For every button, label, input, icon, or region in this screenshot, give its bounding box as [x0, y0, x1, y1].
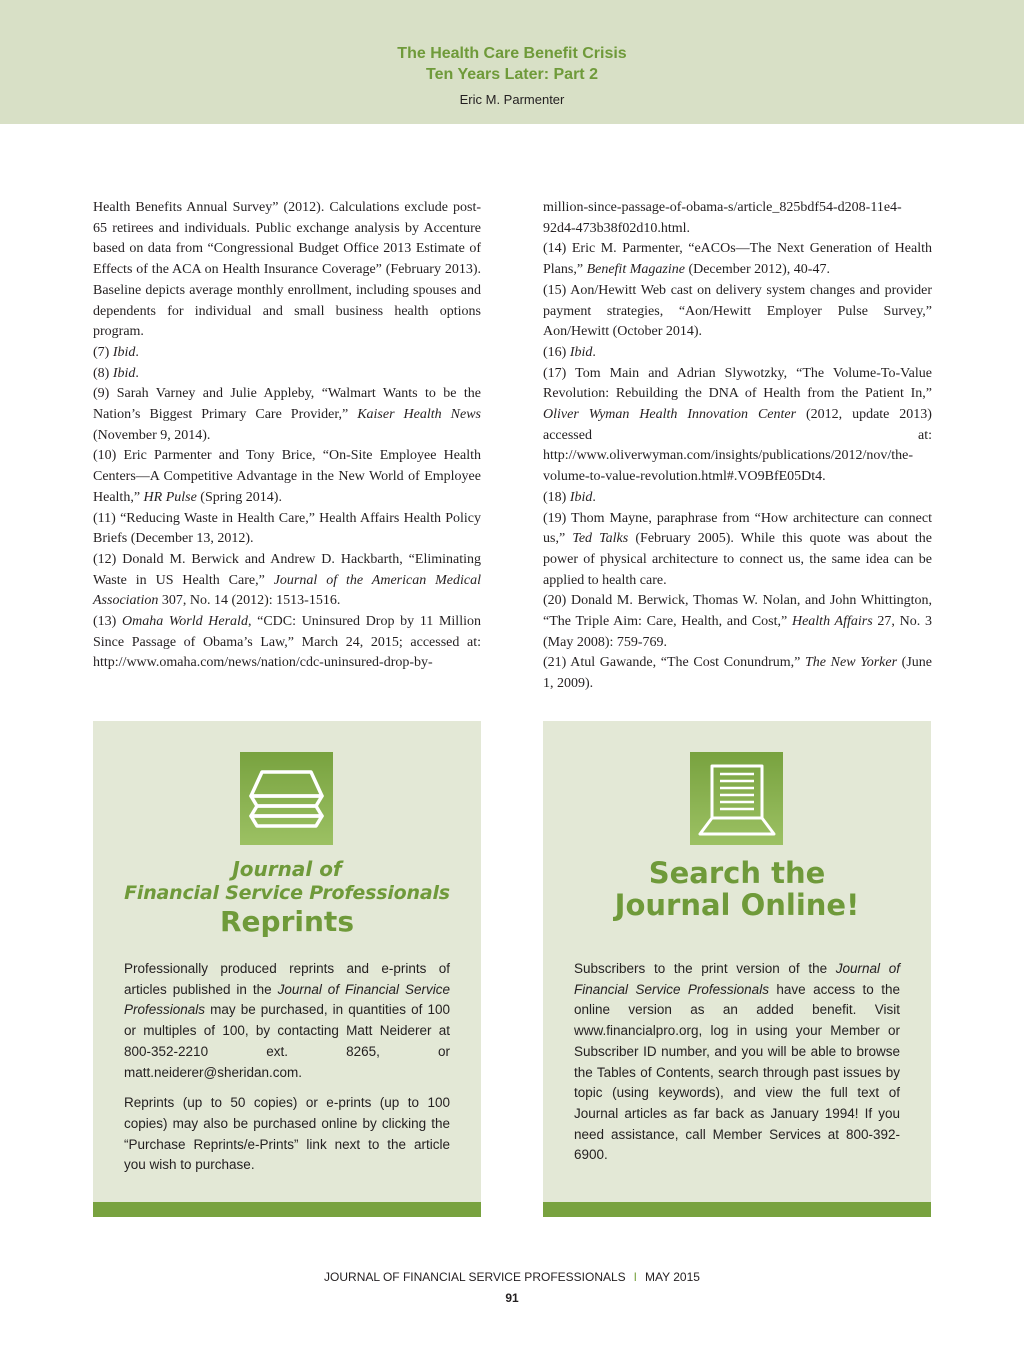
search-body: [574, 959, 900, 1176]
reference-text: (13): [93, 614, 122, 630]
reference-ibid: Ibid: [112, 365, 136, 381]
stacked-papers-icon: [240, 752, 333, 845]
reference-source: Journal of the American Medical Association: [93, 572, 481, 609]
reference-16: (16) Ibid.: [543, 344, 596, 360]
reference-text: (14) Eric M. Parmenter, “eACOs—The Next Generation of Health Plans,”: [543, 241, 932, 278]
article-author: Eric M. Parmenter: [459, 92, 565, 107]
reprints-title-line1: Journal of: [232, 857, 342, 881]
reference-source: Ted Talks: [572, 531, 629, 547]
reference-9: [93, 384, 481, 446]
reference-text: (Spring 2014).: [196, 489, 282, 505]
box-bottom-bar: [93, 1202, 481, 1217]
reference-text: (21) Atul Gawande, “The Cost Conundrum,”: [543, 655, 805, 671]
reference-source: Kaiser Health News: [357, 407, 481, 423]
reference-source: Benefit Magazine: [586, 262, 685, 278]
reference-17: [543, 364, 932, 488]
reference-19: [543, 509, 932, 592]
page-footer: [0, 1270, 1024, 1284]
laptop-icon: [690, 752, 783, 845]
reference-text: (17) Tom Main and Adrian Slywotzky, “The Volume-To-Value Revolution: Rebuilding the DNA of Health from the Patient In,”: [543, 365, 932, 402]
reference-15: (15) Aon/Hewitt Web cast on delivery system changes and provider payment strategies, “Aon/Hewitt Employer Pulse Survey,” Aon/Hewitt (October 2014).: [543, 282, 932, 340]
search-paragraph-1: [574, 959, 900, 1166]
reference-source: Omaha World Herald: [122, 614, 248, 630]
reprints-body: [124, 959, 450, 1186]
reprints-paragraph-1: [124, 959, 450, 1083]
search-title-line2: Journal Online!: [614, 888, 860, 922]
reference-text: 307, No. 14 (2012): 1513-1516.: [158, 593, 341, 609]
footer-date: MAY 2015: [645, 1270, 700, 1284]
reference-14: [543, 239, 932, 280]
reference-text: (February 2005). While this quote was about the power of physical architecture to connect us, the same idea can be applied to health care.: [543, 531, 932, 588]
reference-source: The New Yorker: [805, 655, 898, 671]
reprints-ad-box: [93, 721, 481, 1217]
reference-continuation: Health Benefits Annual Survey” (2012). Calculations exclude post-65 retirees and individuals. Public exchange analysis by Accenture based on data from “Congressional Budget Office 2013 Estimate of Effects of the ACA on Health Insurance Coverage” (February 2013). Baseline depicts average monthly enrollment, including spouses and dependents for individual and small business health options program.: [93, 200, 481, 340]
reference-11: (11) “Reducing Waste in Health Care,” Health Affairs Health Policy Briefs (December 13, 2012).: [93, 510, 481, 547]
reference-ibid: Ibid: [569, 344, 593, 360]
reference-12: [93, 550, 481, 612]
reference-20: [543, 591, 932, 653]
body-text: have access to the online version as an added benefit. Visit www.financialpro.org, log in using your Member or Subscriber ID number, and you will be able to browse the Tables of Contents, search through past issues by topic (using keywords), and view the full text of Journal articles as far back as January 1994! If you need assistance, call Member Services at 800-392-6900.: [574, 981, 900, 1163]
body-text: Professionally produced reprints and e-prints of articles published in the: [124, 961, 450, 997]
reference-source: Health Affairs: [791, 614, 873, 630]
reference-text: (20) Donald M. Berwick, Thomas W. Nolan, and John Whittington, “The Triple Aim: Care, Health, and Cost,”: [543, 593, 932, 630]
reference-10: [93, 446, 481, 508]
footer-separator: I: [633, 1270, 638, 1284]
body-text: may be purchased, in quantities of 100 or multiples of 100, by contacting Matt Neiderer at 800-352-2210 ext. 8265, or matt.neiderer@sheridan.com.: [124, 1002, 450, 1080]
journal-name: Journal of Financial Service Professionals: [124, 981, 450, 1018]
page-header: [0, 0, 1024, 124]
reference-7: (7) Ibid.: [93, 344, 139, 360]
reference-text: (June 1, 2009).: [543, 655, 933, 692]
reference-continuation: million-since-passage-of-obama-s/article_825bdf54-d208-11e4-92d4-473b38f02d10.html.: [543, 200, 902, 236]
reference-ibid: Ibid: [569, 489, 593, 505]
references-left-column: [93, 198, 481, 674]
article-title-line1: The Health Care Benefit Crisis: [397, 45, 627, 62]
reference-ibid: Ibid: [112, 344, 136, 360]
reprints-paragraph-2: Reprints (up to 50 copies) or e-prints (up to 100 copies) may also be purchased online by clicking the “Purchase Reprints/e-Prints” link next to the article you wish to purchase.: [124, 1095, 450, 1173]
article-title-line2: Ten Years Later: Part 2: [426, 66, 598, 83]
search-title-line1: Search the: [648, 856, 826, 890]
reprints-title-line3: Reprints: [220, 905, 354, 938]
reference-text: (December 2012), 40-47.: [684, 262, 830, 278]
reference-text: (12) Donald M. Berwick and Andrew D. Hackbarth, “Eliminating Waste in US Health Care,”: [93, 551, 481, 588]
box-bottom-bar: [543, 1202, 931, 1217]
reference-text: (19) Thom Mayne, paraphrase from “How architecture can connect us,”: [543, 510, 932, 547]
reference-text: , “CDC: Uninsured Drop by 11 Million Since Passage of Obama’s Law,” March 24, 2015; accessed at: http://www.omaha.com/news/nation/cdc-uninsured-drop-by-: [93, 614, 481, 671]
reference-text: (November 9, 2014).: [93, 427, 211, 443]
reference-text: (9) Sarah Varney and Julie Appleby, “Walmart Wants to be the Nation’s Biggest Primary Care Provider,”: [93, 386, 481, 423]
reference-source: Oliver Wyman Health Innovation Center: [543, 407, 797, 423]
reference-13: [93, 612, 481, 674]
reference-21: [543, 653, 932, 694]
search-online-ad-box: [543, 721, 931, 1217]
reference-number: (8): [93, 365, 113, 381]
reference-text: (2012, update 2013) accessed at: http://www.oliverwyman.com/insights/publications/2012/nov/the-volume-to-value-revolution.html#.VO9BfE05Dt4.: [543, 407, 932, 485]
reference-text: 27, No. 3 (May 2008): 759-769.: [543, 614, 933, 650]
reference-number: (16): [543, 344, 570, 360]
references-right-column: [543, 198, 932, 695]
reference-number: (7): [93, 344, 113, 360]
reprints-title-line2: Financial Service Professionals: [124, 882, 450, 904]
reference-8: (8) Ibid.: [93, 365, 139, 381]
reference-18: (18) Ibid.: [543, 489, 596, 505]
reference-source: HR Pulse: [143, 489, 197, 505]
reference-text: (10) Eric Parmenter and Tony Brice, “On-Site Employee Health Centers—A Competitive Advantage in the New World of Employee Health,”: [93, 448, 481, 505]
footer-journal-name: JOURNAL OF FINANCIAL SERVICE PROFESSIONALS: [324, 1270, 626, 1284]
body-text: Subscribers to the print version of the: [574, 961, 836, 976]
page-number: 91: [505, 1291, 519, 1305]
journal-name: Journal of Financial Service Professionals: [574, 961, 900, 997]
reference-number: (18): [543, 489, 570, 505]
